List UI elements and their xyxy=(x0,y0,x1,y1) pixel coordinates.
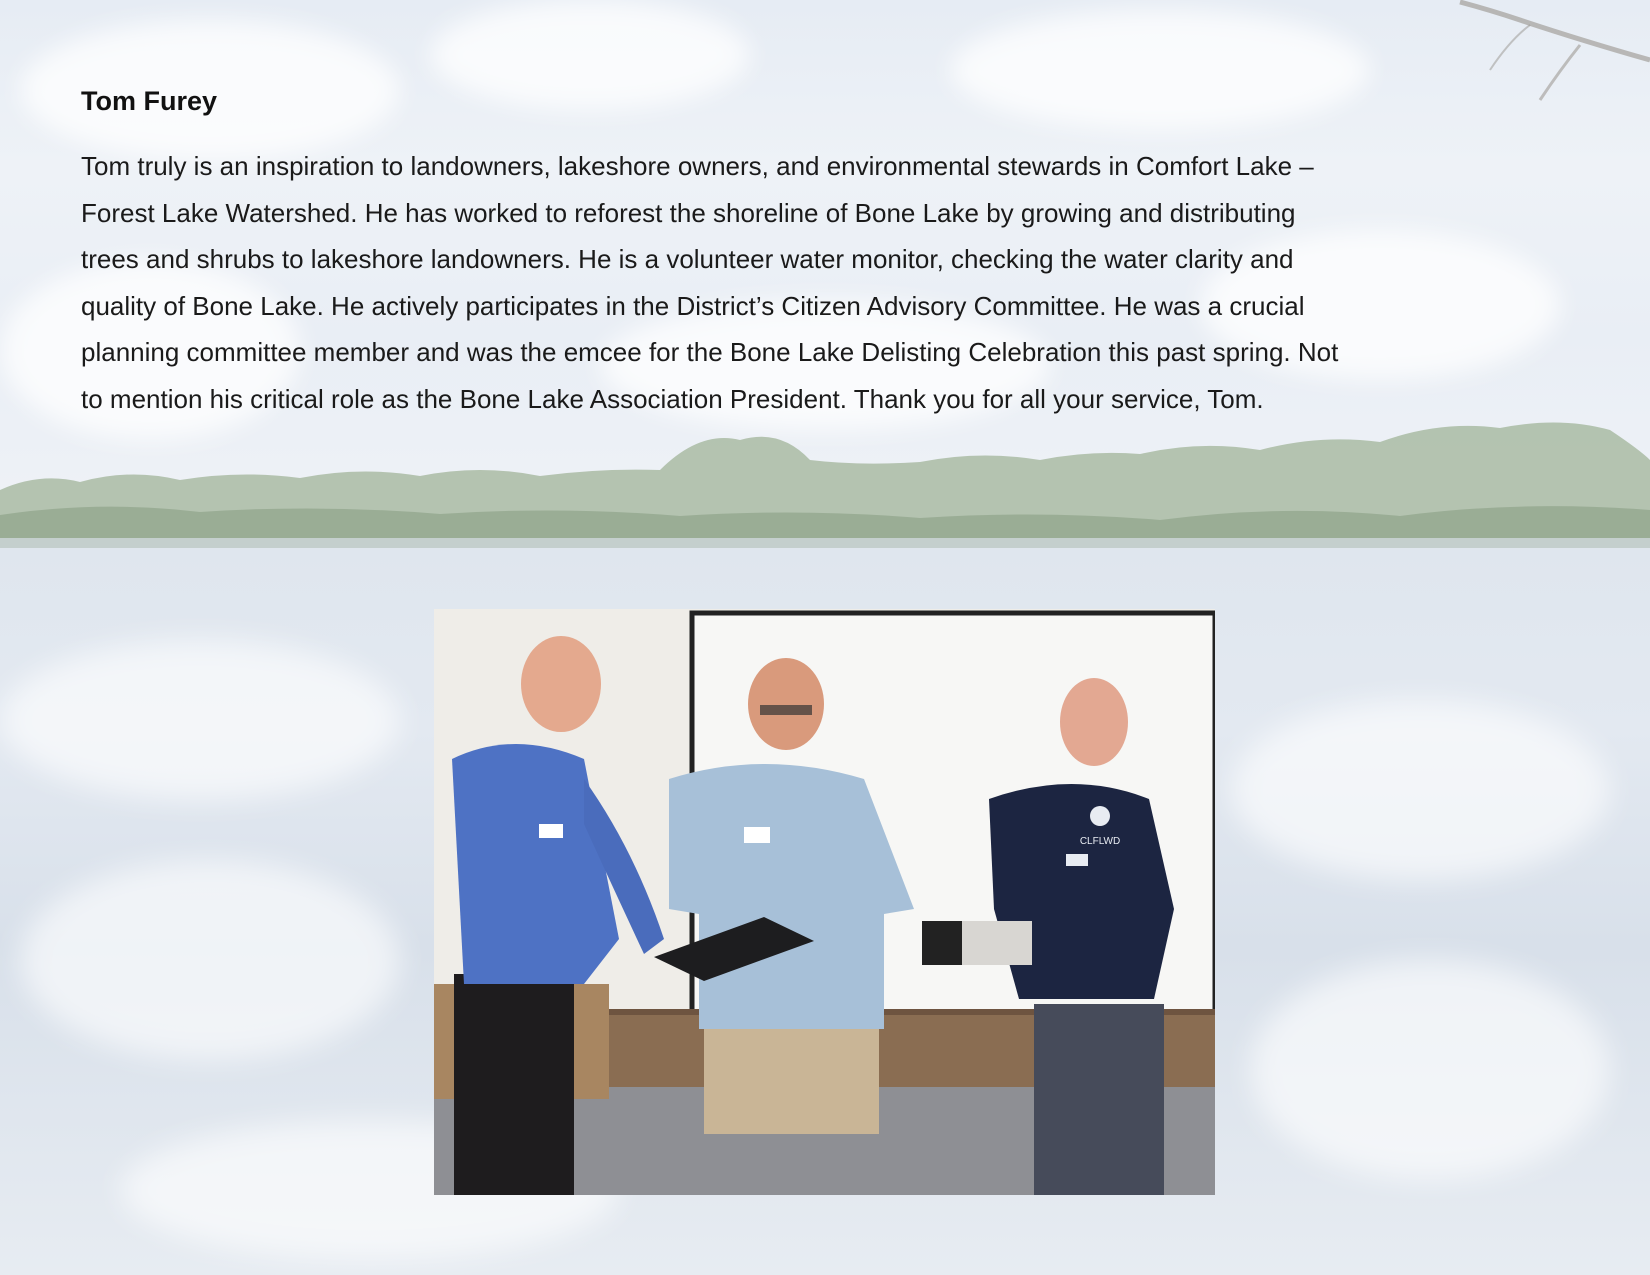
paragraph-line: trees and shrubs to lakeshore landowners. He is a volunteer water monitor, checking the water clarity and xyxy=(81,244,1294,275)
cloud-reflection xyxy=(20,860,400,1060)
award-photo xyxy=(434,609,1215,1195)
shirt-logo-text: CLFLWD xyxy=(1079,836,1121,847)
page-title: Tom Furey xyxy=(81,86,218,116)
paragraph-line: Tom truly is an inspiration to landowners, lakeshore owners, and environmental stewards in Comfort Lake – xyxy=(81,151,1314,181)
tribute-paragraph xyxy=(81,143,1561,423)
paragraph-line: planning committee member and was the emcee for the Bone Lake Delisting Celebration this past spring. Not xyxy=(81,337,1339,368)
cloud-reflection xyxy=(1250,960,1610,1180)
paragraph-line: Forest Lake Watershed. He has worked to reforest the shoreline of Bone Lake by growing and distributing xyxy=(81,197,1296,228)
paragraph-line: to mention his critical role as the Bone Lake Association President. Thank you for all your service, Tom. xyxy=(81,383,1264,414)
tree-branch xyxy=(1350,0,1650,110)
cloud xyxy=(430,0,750,110)
cloud-reflection xyxy=(0,640,400,800)
paragraph-line: quality of Bone Lake. He actively participates in the District’s Citizen Advisory Committee. He was a crucial xyxy=(81,290,1305,321)
cloud-reflection xyxy=(1230,700,1610,880)
cloud xyxy=(950,10,1370,130)
